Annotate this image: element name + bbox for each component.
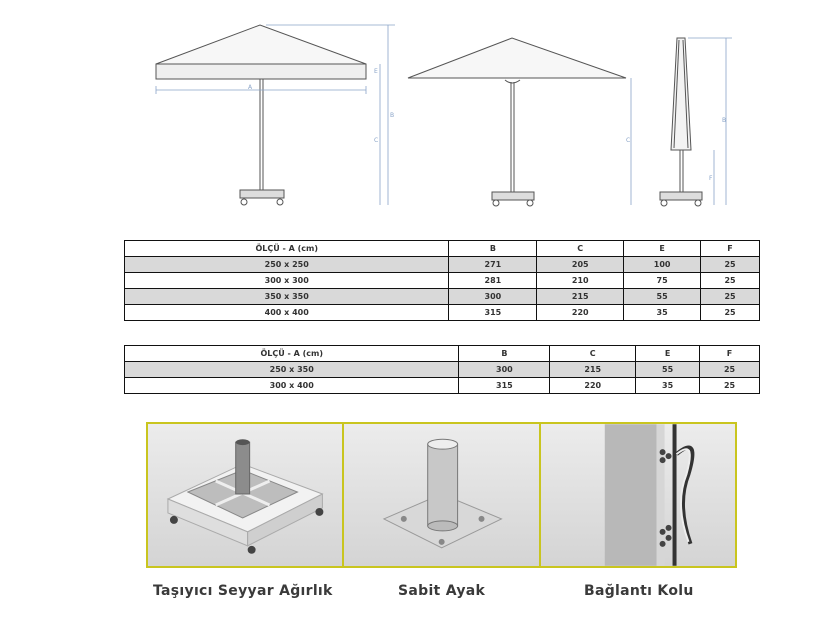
- fixed-base-image: [342, 424, 538, 566]
- table-cell: 400 x 400: [125, 305, 449, 321]
- mobile-weight-base-image: [148, 424, 342, 566]
- dim-label-c-side: C: [626, 137, 631, 144]
- table-cell: 281: [449, 273, 537, 289]
- caption-fixed-base: Sabit Ayak: [398, 583, 486, 599]
- header-cell: ÖLÇÜ - A (cm): [125, 346, 459, 362]
- table-cell: 300 x 400: [125, 378, 459, 394]
- header-cell: F: [701, 241, 760, 257]
- umbrella-side-view: [408, 38, 626, 206]
- header-cell: C: [550, 346, 636, 362]
- table-cell: 350 x 350: [125, 289, 449, 305]
- umbrella-technical-drawings: [0, 0, 836, 220]
- caption-mobile-weight: Taşıyıcı Seyyar Ağırlık: [153, 583, 333, 599]
- dim-label-f-closed: F: [709, 175, 713, 182]
- accessory-gallery: [146, 422, 737, 568]
- table-cell: 100: [624, 257, 701, 273]
- umbrella-front-view: [156, 25, 366, 205]
- table-row: [125, 257, 760, 273]
- size-table-rectangular: [124, 345, 760, 394]
- table-header-row: [125, 346, 760, 362]
- table-cell: 250 x 250: [125, 257, 449, 273]
- table-row: [125, 362, 760, 378]
- table-cell: 35: [624, 305, 701, 321]
- dim-label-e: E: [374, 68, 378, 75]
- table-row: [125, 289, 760, 305]
- table-cell: 215: [550, 362, 636, 378]
- umbrella-closed-view: [660, 38, 702, 206]
- table-cell: 25: [700, 362, 760, 378]
- table-cell: 35: [636, 378, 700, 394]
- table-cell: 250 x 350: [125, 362, 459, 378]
- connection-arm-image: [539, 424, 735, 566]
- header-cell: B: [459, 346, 550, 362]
- size-table-square: [124, 240, 760, 321]
- table-row: [125, 305, 760, 321]
- dim-label-b-closed: B: [722, 117, 727, 124]
- table-cell: 25: [700, 378, 760, 394]
- header-cell: F: [700, 346, 760, 362]
- table-row: [125, 378, 760, 394]
- table-cell: 215: [537, 289, 624, 305]
- table-cell: 300: [459, 362, 550, 378]
- header-cell: E: [624, 241, 701, 257]
- table-cell: 25: [701, 305, 760, 321]
- caption-connection-arm: Bağlantı Kolu: [584, 583, 694, 599]
- header-cell: ÖLÇÜ - A (cm): [125, 241, 449, 257]
- dim-label-a: A: [248, 84, 253, 91]
- table-header-row: [125, 241, 760, 257]
- dim-label-b: B: [390, 112, 395, 119]
- table-cell: 220: [537, 305, 624, 321]
- header-cell: C: [537, 241, 624, 257]
- header-cell: B: [449, 241, 537, 257]
- table-cell: 315: [449, 305, 537, 321]
- table-cell: 210: [537, 273, 624, 289]
- table-cell: 25: [701, 289, 760, 305]
- table-cell: 25: [701, 257, 760, 273]
- table-cell: 205: [537, 257, 624, 273]
- table-row: [125, 273, 760, 289]
- table-cell: 25: [701, 273, 760, 289]
- table-cell: 300 x 300: [125, 273, 449, 289]
- table-cell: 271: [449, 257, 537, 273]
- table-cell: 220: [550, 378, 636, 394]
- table-cell: 55: [636, 362, 700, 378]
- header-cell: E: [636, 346, 700, 362]
- table-cell: 300: [449, 289, 537, 305]
- table-cell: 55: [624, 289, 701, 305]
- table-cell: 75: [624, 273, 701, 289]
- table-cell: 315: [459, 378, 550, 394]
- dim-label-c: C: [374, 137, 379, 144]
